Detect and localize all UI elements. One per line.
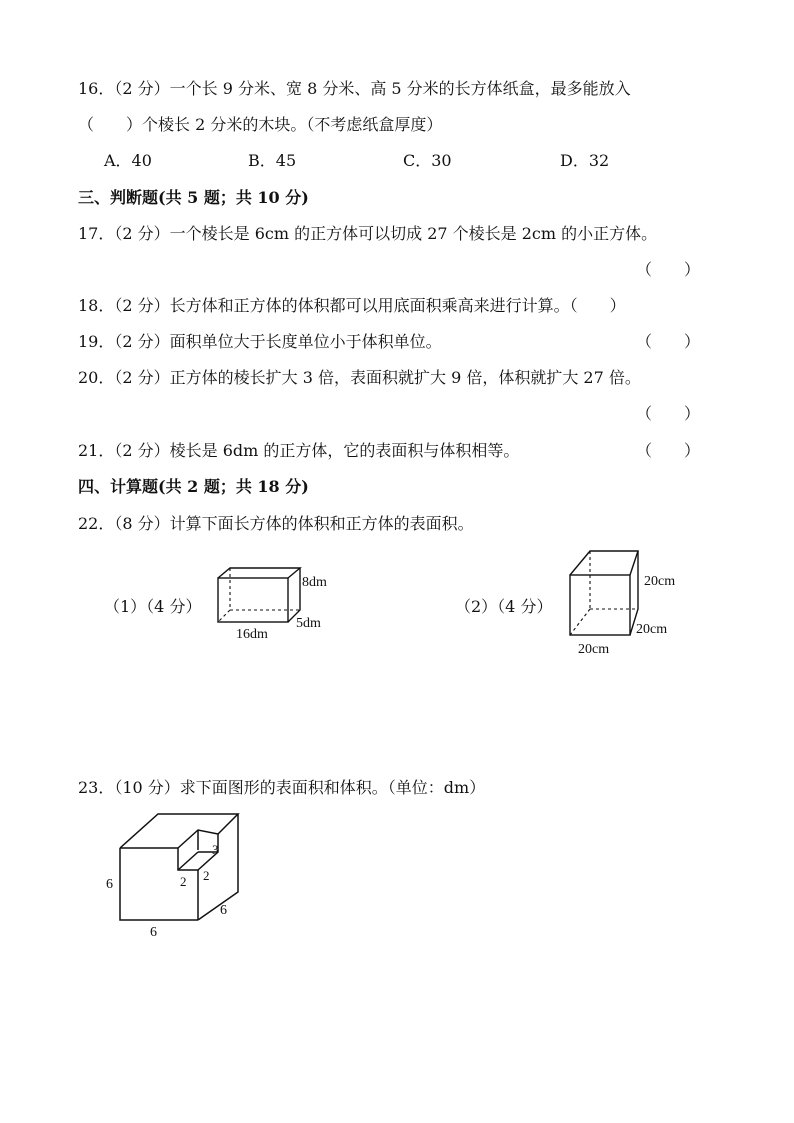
q21-answer-paren[interactable]: （ ） [636,441,701,460]
section4-title: 四、计算题(共 2 题；共 18 分) [78,477,309,496]
cuboid-figure [210,562,350,642]
notch-a-label: 2 [180,874,187,889]
notched-left-label: 6 [106,877,113,892]
q22-text: 22．（8 分）计算下面长方体的体积和正方体的表面积。 [78,514,474,533]
cube-height-label: 20cm [644,574,676,589]
q21-text: 21．（2 分）棱长是 6dm 的正方体，它的表面积与体积相等。 [78,441,520,460]
q22-part2-label: （2）（4 分） [455,597,553,616]
q19-answer-paren[interactable]: （ ） [636,332,701,351]
cube-figure [560,545,700,655]
q16-option-b: B．45 [248,151,297,170]
notch-height-label: 3 [212,842,219,857]
notched-depth-label: 6 [220,903,227,918]
notched-cube-figure [100,808,260,948]
q22-part1-label: （1）（4 分） [104,597,202,616]
q20-text: 20．（2 分）正方体的棱长扩大 3 倍，表面积就扩大 9 倍，体积就扩大 27 倍。 [78,368,641,387]
cube-width-label: 20cm [636,622,668,637]
q16-option-d: D．32 [560,151,610,170]
q16-line1: 16．（2 分）一个长 9 分米、宽 8 分米、高 5 分米的长方体纸盒，最多能放入 [78,79,631,98]
q16-option-a: A．40 [104,151,152,170]
cube-length-label: 20cm [578,642,610,655]
q16-line2: （ ）个棱长 2 分米的木块。（不考虑纸盒厚度） [78,115,443,134]
q16-option-c: C．30 [403,151,452,170]
q18-text: 18．（2 分）长方体和正方体的体积都可以用底面积乘高来进行计算。（ ） [78,296,626,315]
q17-answer-paren[interactable]: （ ） [636,260,701,279]
q17-text: 17．（2 分）一个棱长是 6cm 的正方体可以切成 27 个棱长是 2cm 的小正方体。 [78,224,658,243]
notched-bottom-label: 6 [150,925,157,940]
notch-b-label: 2 [203,868,210,883]
q23-text: 23．（10 分）求下面图形的表面积和体积。（单位：dm） [78,778,486,797]
q20-answer-paren[interactable]: （ ） [636,404,701,423]
section3-title: 三、判断题(共 5 题；共 10 分) [78,188,309,207]
cuboid-height-label: 8dm [302,575,327,590]
cuboid-length-label: 16dm [236,627,268,642]
q19-text: 19．（2 分）面积单位大于长度单位小于体积单位。 [78,332,442,351]
cuboid-width-label: 5dm [296,616,321,631]
